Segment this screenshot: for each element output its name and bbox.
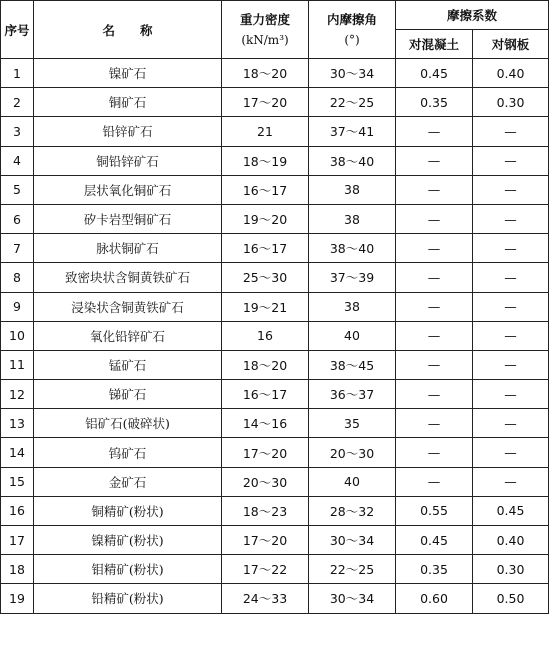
header-friction-angle-unit: (°) <box>344 32 360 47</box>
cell-name: 脉状铜矿石 <box>34 234 222 263</box>
cell-coef-steel: — <box>473 409 549 438</box>
cell-coef-concrete: 0.55 <box>396 496 473 525</box>
header-density-unit: (kN/m³) <box>241 32 289 47</box>
cell-name: 镍精矿(粉状) <box>34 526 222 555</box>
cell-friction-angle: 20～30 <box>309 438 396 467</box>
cell-density: 18～23 <box>222 496 309 525</box>
cell-friction-angle: 37～39 <box>309 263 396 292</box>
cell-index: 16 <box>1 496 34 525</box>
cell-name: 锰矿石 <box>34 350 222 379</box>
cell-coef-concrete: — <box>396 292 473 321</box>
cell-index: 10 <box>1 321 34 350</box>
table-row <box>1 88 549 117</box>
cell-coef-steel: — <box>473 321 549 350</box>
cell-density: 24～33 <box>222 584 309 613</box>
cell-coef-concrete: — <box>396 234 473 263</box>
cell-friction-angle: 38 <box>309 204 396 233</box>
cell-coef-steel: — <box>473 438 549 467</box>
cell-index: 14 <box>1 438 34 467</box>
cell-name: 钼精矿(粉状) <box>34 555 222 584</box>
cell-density: 14～16 <box>222 409 309 438</box>
table-row <box>1 380 549 409</box>
header-friction-angle-label: 内摩擦角 <box>326 11 377 27</box>
cell-name: 浸染状含铜黄铁矿石 <box>34 292 222 321</box>
cell-name: 氧化铅锌矿石 <box>34 321 222 350</box>
cell-index: 4 <box>1 146 34 175</box>
cell-coef-concrete: — <box>396 146 473 175</box>
table-row <box>1 584 549 613</box>
cell-friction-angle: 38～40 <box>309 146 396 175</box>
table-row <box>1 496 549 525</box>
cell-coef-concrete: — <box>396 263 473 292</box>
cell-index: 18 <box>1 555 34 584</box>
cell-density: 17～20 <box>222 88 309 117</box>
table-row <box>1 59 549 88</box>
cell-friction-angle: 30～34 <box>309 584 396 613</box>
header-vs-steel: 对钢板 <box>473 30 549 59</box>
cell-coef-steel: — <box>473 292 549 321</box>
table-row <box>1 350 549 379</box>
table-header <box>1 1 549 59</box>
header-index: 序号 <box>1 1 34 59</box>
cell-coef-concrete: — <box>396 175 473 204</box>
table-row <box>1 146 549 175</box>
cell-coef-steel: 0.45 <box>473 496 549 525</box>
cell-friction-angle: 38 <box>309 175 396 204</box>
cell-friction-angle: 37～41 <box>309 117 396 146</box>
table-row <box>1 526 549 555</box>
cell-index: 1 <box>1 59 34 88</box>
header-density-label: 重力密度 <box>239 11 290 27</box>
cell-density: 19～20 <box>222 204 309 233</box>
cell-coef-steel: 0.50 <box>473 584 549 613</box>
cell-density: 16～17 <box>222 175 309 204</box>
cell-density: 17～20 <box>222 526 309 555</box>
cell-coef-steel: — <box>473 350 549 379</box>
cell-coef-concrete: 0.35 <box>396 555 473 584</box>
cell-friction-angle: 38～40 <box>309 234 396 263</box>
cell-friction-angle: 35 <box>309 409 396 438</box>
cell-coef-steel: — <box>473 380 549 409</box>
cell-name: 金矿石 <box>34 467 222 496</box>
table-row <box>1 467 549 496</box>
cell-name: 矽卡岩型铜矿石 <box>34 204 222 233</box>
cell-coef-steel: 0.30 <box>473 555 549 584</box>
cell-coef-steel: — <box>473 467 549 496</box>
cell-name: 层状氧化铜矿石 <box>34 175 222 204</box>
cell-friction-angle: 36～37 <box>309 380 396 409</box>
header-friction-coef: 摩擦系数 <box>396 1 549 30</box>
cell-index: 7 <box>1 234 34 263</box>
cell-coef-steel: — <box>473 175 549 204</box>
table-row <box>1 117 549 146</box>
cell-density: 18～19 <box>222 146 309 175</box>
table-row <box>1 204 549 233</box>
table-row <box>1 321 549 350</box>
cell-coef-concrete: — <box>396 380 473 409</box>
header-row <box>1 1 549 30</box>
cell-friction-angle: 30～34 <box>309 526 396 555</box>
table-row <box>1 555 549 584</box>
cell-name: 钨矿石 <box>34 438 222 467</box>
cell-coef-steel: 0.40 <box>473 59 549 88</box>
cell-coef-steel: — <box>473 146 549 175</box>
cell-index: 15 <box>1 467 34 496</box>
cell-coef-concrete: 0.35 <box>396 88 473 117</box>
header-friction-angle <box>309 1 396 59</box>
cell-coef-concrete: 0.45 <box>396 59 473 88</box>
cell-density: 16～17 <box>222 380 309 409</box>
cell-density: 16～17 <box>222 234 309 263</box>
table-row <box>1 292 549 321</box>
cell-index: 6 <box>1 204 34 233</box>
cell-name: 铜铅锌矿石 <box>34 146 222 175</box>
cell-coef-concrete: — <box>396 117 473 146</box>
cell-name: 镍矿石 <box>34 59 222 88</box>
cell-index: 9 <box>1 292 34 321</box>
cell-friction-angle: 38～45 <box>309 350 396 379</box>
cell-coef-steel: — <box>473 263 549 292</box>
cell-density: 21 <box>222 117 309 146</box>
cell-friction-angle: 38 <box>309 292 396 321</box>
cell-index: 13 <box>1 409 34 438</box>
cell-name: 锑矿石 <box>34 380 222 409</box>
cell-name: 铜精矿(粉状) <box>34 496 222 525</box>
cell-friction-angle: 40 <box>309 467 396 496</box>
cell-coef-concrete: — <box>396 438 473 467</box>
header-name: 名 称 <box>34 1 222 59</box>
cell-coef-concrete: — <box>396 321 473 350</box>
table-body <box>1 59 549 614</box>
cell-friction-angle: 22～25 <box>309 555 396 584</box>
cell-coef-concrete: 0.45 <box>396 526 473 555</box>
cell-density: 17～22 <box>222 555 309 584</box>
cell-index: 17 <box>1 526 34 555</box>
table-row <box>1 438 549 467</box>
cell-friction-angle: 28～32 <box>309 496 396 525</box>
header-density <box>222 1 309 59</box>
table-row <box>1 234 549 263</box>
cell-density: 18～20 <box>222 350 309 379</box>
cell-name: 铅精矿(粉状) <box>34 584 222 613</box>
cell-density: 19～21 <box>222 292 309 321</box>
cell-index: 19 <box>1 584 34 613</box>
cell-coef-steel: — <box>473 204 549 233</box>
cell-coef-steel: — <box>473 117 549 146</box>
cell-name: 铜矿石 <box>34 88 222 117</box>
cell-name: 铅锌矿石 <box>34 117 222 146</box>
cell-coef-concrete: 0.60 <box>396 584 473 613</box>
cell-density: 17～20 <box>222 438 309 467</box>
cell-name: 铝矿石(破碎状) <box>34 409 222 438</box>
cell-coef-concrete: — <box>396 204 473 233</box>
header-vs-concrete: 对混凝土 <box>396 30 473 59</box>
table-row <box>1 175 549 204</box>
cell-index: 11 <box>1 350 34 379</box>
cell-index: 5 <box>1 175 34 204</box>
cell-index: 12 <box>1 380 34 409</box>
cell-coef-steel: 0.30 <box>473 88 549 117</box>
cell-density: 16 <box>222 321 309 350</box>
table-row <box>1 263 549 292</box>
cell-index: 8 <box>1 263 34 292</box>
cell-density: 25～30 <box>222 263 309 292</box>
cell-coef-steel: 0.40 <box>473 526 549 555</box>
cell-coef-concrete: — <box>396 467 473 496</box>
cell-friction-angle: 30～34 <box>309 59 396 88</box>
cell-friction-angle: 40 <box>309 321 396 350</box>
cell-density: 18～20 <box>222 59 309 88</box>
cell-friction-angle: 22～25 <box>309 88 396 117</box>
cell-coef-concrete: — <box>396 409 473 438</box>
table-row <box>1 409 549 438</box>
cell-coef-steel: — <box>473 234 549 263</box>
cell-name: 致密块状含铜黄铁矿石 <box>34 263 222 292</box>
cell-index: 2 <box>1 88 34 117</box>
cell-index: 3 <box>1 117 34 146</box>
cell-coef-concrete: — <box>396 350 473 379</box>
cell-density: 20～30 <box>222 467 309 496</box>
